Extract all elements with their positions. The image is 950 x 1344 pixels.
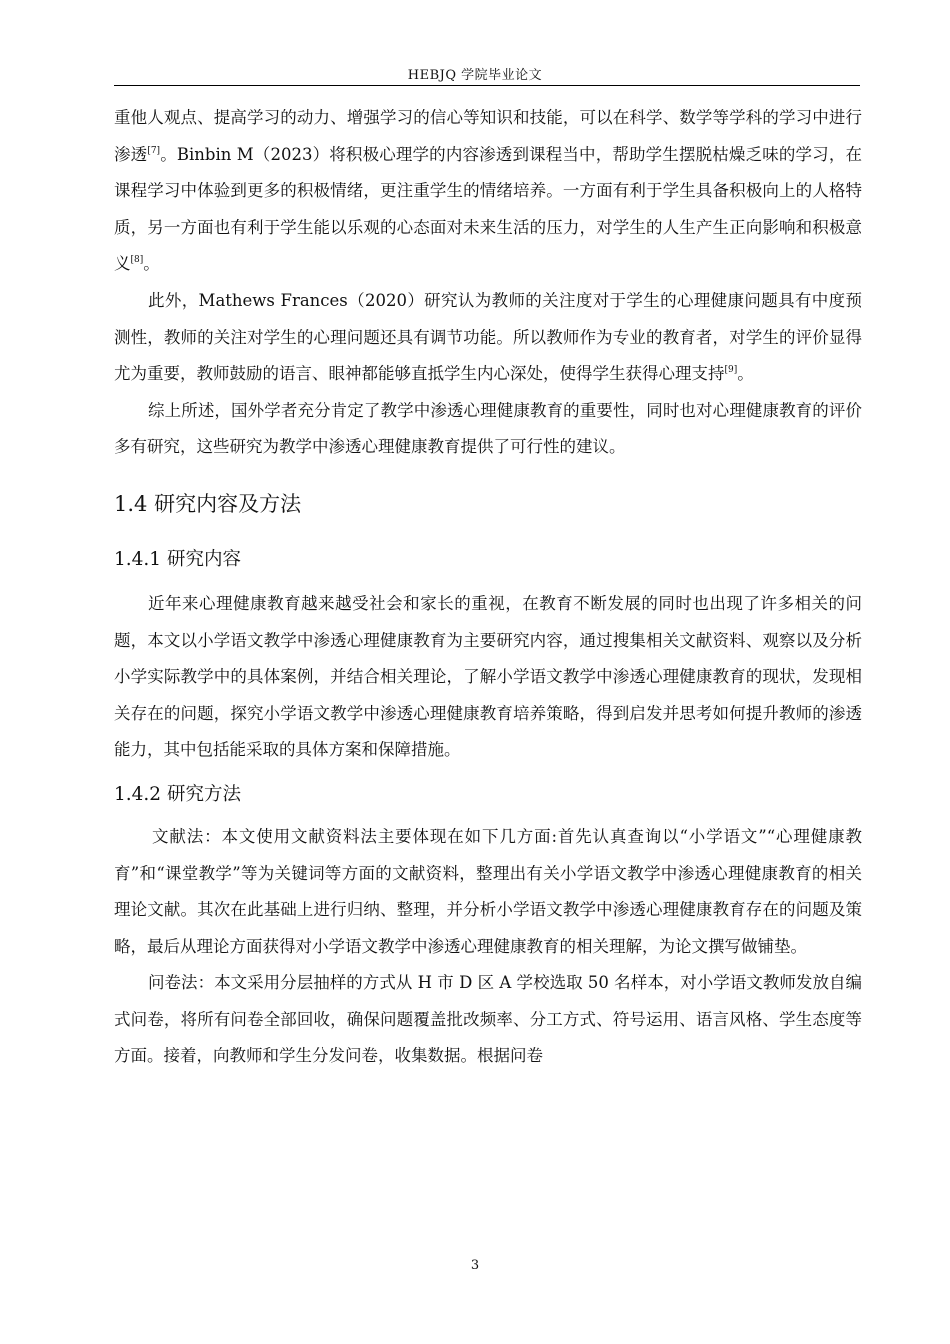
page-number: 3 — [470, 1258, 480, 1273]
citation-7: [7] — [147, 145, 161, 156]
running-header: HEBJQ 学院毕业论文 — [407, 68, 543, 83]
subsection-heading-methods: 1.4.2 研究方法 — [114, 783, 241, 805]
paragraph-2: 此外，Mathews Frances（2020）研究认为教师的关注度对于学生的心理健康问题具有中度预测性，教师的关注对学生的心理问题还具有调节功能。所以教师作为专业的教育者，对学生的评价显得尤为重要，教师鼓励的语言、眼神都能够直抵学生内心深处，使得学生获得心理支持[9]。 — [114, 290, 862, 384]
citation-9: [9] — [724, 365, 738, 376]
page-body — [114, 100, 862, 1075]
header-divider — [114, 85, 860, 86]
paragraph-1: 重他人观点、提高学习的动力、增强学习的信心等知识和技能，可以在科学、数学等学科的学习中进行渗透[7]。Binbin M（2023）将积极心理学的内容渗透到课程当中，帮助学生摆脱枯燥乏味的学习，在课程学习中体验到更多的积极情绪，更注重学生的情绪培养。一方面有利于学生具备积极向上的人格特质，另一方面也有利于学生能以乐观的心态面对未来生活的压力，对学生的人生产生正向影响和积极意义[8]。 — [114, 108, 862, 274]
paragraph-4: 近年来心理健康教育越来越受社会和家长的重视，在教育不断发展的同时也出现了许多相关的问题，本文以小学语文教学中渗透心理健康教育为主要研究内容，通过搜集相关文献资料、观察以及分析小学实际教学中的具体案例，并结合相关理论，了解小学语文教学中渗透心理健康教育的现状，发现相关存在的问题，探究小学语文教学中渗透心理健康教育培养策略，得到启发并思考如何提升教师的渗透能力，其中包括能采取的具体方案和保障措施。 — [114, 593, 862, 760]
paragraph-3: 综上所述，国外学者充分肯定了教学中渗透心理健康教育的重要性，同时也对心理健康教育的评价多有研究，这些研究为教学中渗透心理健康教育提供了可行性的建议。 — [114, 400, 862, 457]
subsection-heading-content: 1.4.1 研究内容 — [114, 548, 241, 570]
section-heading: 1.4 研究内容及方法 — [114, 491, 302, 516]
paragraph-5: 文献法：本文使用文献资料法主要体现在如下几方面:首先认真查询以“小学语文”“心理健康教育”和“课堂教学”等为关键词等方面的文献资料，整理出有关小学语文教学中渗透心理健康教育的相关理论文献。其次在此基础上进行归纳、整理，并分析小学语文教学中渗透心理健康教育存在的问题及策略，最后从理论方面获得对小学语文教学中渗透心理健康教育的相关理解，为论文撰写做铺垫。 — [114, 826, 862, 956]
paragraph-6: 问卷法：本文采用分层抽样的方式从 H 市 D 区 A 学校选取 50 名样本，对小学语文教师发放自编式问卷，将所有问卷全部回收，确保问题覆盖批改频率、分工方式、符号运用、语言风格、学生态度等方面。接着，向教师和学生分发问卷，收集数据。根据问卷 — [114, 973, 862, 1066]
citation-8: [8] — [130, 255, 144, 266]
